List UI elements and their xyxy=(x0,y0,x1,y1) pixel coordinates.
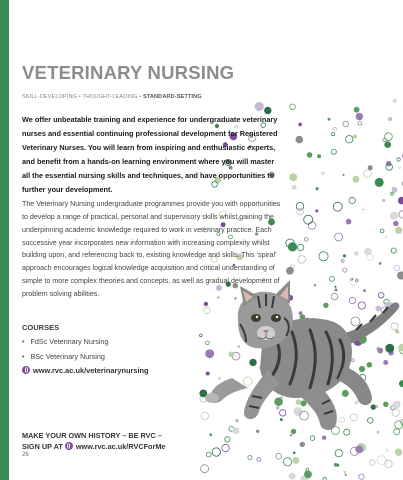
tagline-part-2: STANDARD-SETTING xyxy=(142,94,202,100)
cta-line-2 xyxy=(22,441,165,452)
tagline-part-1: SKILL-DEVELOPING • THOUGHT-LEADING • xyxy=(22,94,143,100)
bullet-icon: • xyxy=(22,337,25,346)
website-link[interactable] xyxy=(22,365,149,376)
intro-paragraph: We offer unbeatable training and experience for undergraduate veterinary nurses and essential continuing professional development for Registered Veterinary Nurses. You will learn from inspiring and enthusiastic experts, and benefit from a hands-on learning environment where you will master all the essential nursing skills and techniques, and have opportunities to further your development. xyxy=(22,115,278,194)
cta-signup-label: SIGN UP AT xyxy=(22,442,63,451)
cta-signup-link[interactable]: www.rvc.ac.uk/RVCForMe xyxy=(75,442,166,451)
globe-icon xyxy=(65,442,73,450)
course-item-label: BSc Veterinary Nursing xyxy=(30,352,105,361)
globe-icon xyxy=(22,366,30,374)
page-number: 26 xyxy=(22,452,29,458)
body-paragraph: The Veterinary Nursing undergraduate programmes provide you with opportunities to develop a range of practical, personal and supervisory skills whilst gaining the underpinning academic knowledge required to work in veterinary practice. Each successive year incorporates new information with increasing complexity whilst building upon, and referencing back to, existing knowledge and skills. This ‘spiral’ approach encourages logical knowledge acquisition and critical understanding of simple to more complex theories and concepts, as well as gradual development of problem solving abilities. xyxy=(22,200,281,298)
bullet-icon: • xyxy=(22,352,25,361)
website-link-text[interactable]: www.rvc.ac.uk/veterinarynursing xyxy=(33,366,149,375)
course-item xyxy=(22,334,108,349)
cta-line-1: MAKE YOUR OWN HISTORY – BE RVC – xyxy=(22,431,162,440)
course-item xyxy=(22,349,108,364)
call-to-action xyxy=(22,430,165,452)
courses-heading: COURSES xyxy=(22,323,60,332)
course-item-label: FdSc Veterinary Nursing xyxy=(30,337,109,346)
page-title: VETERINARY NURSING xyxy=(22,62,235,83)
tagline xyxy=(22,94,202,100)
course-list xyxy=(22,334,108,364)
